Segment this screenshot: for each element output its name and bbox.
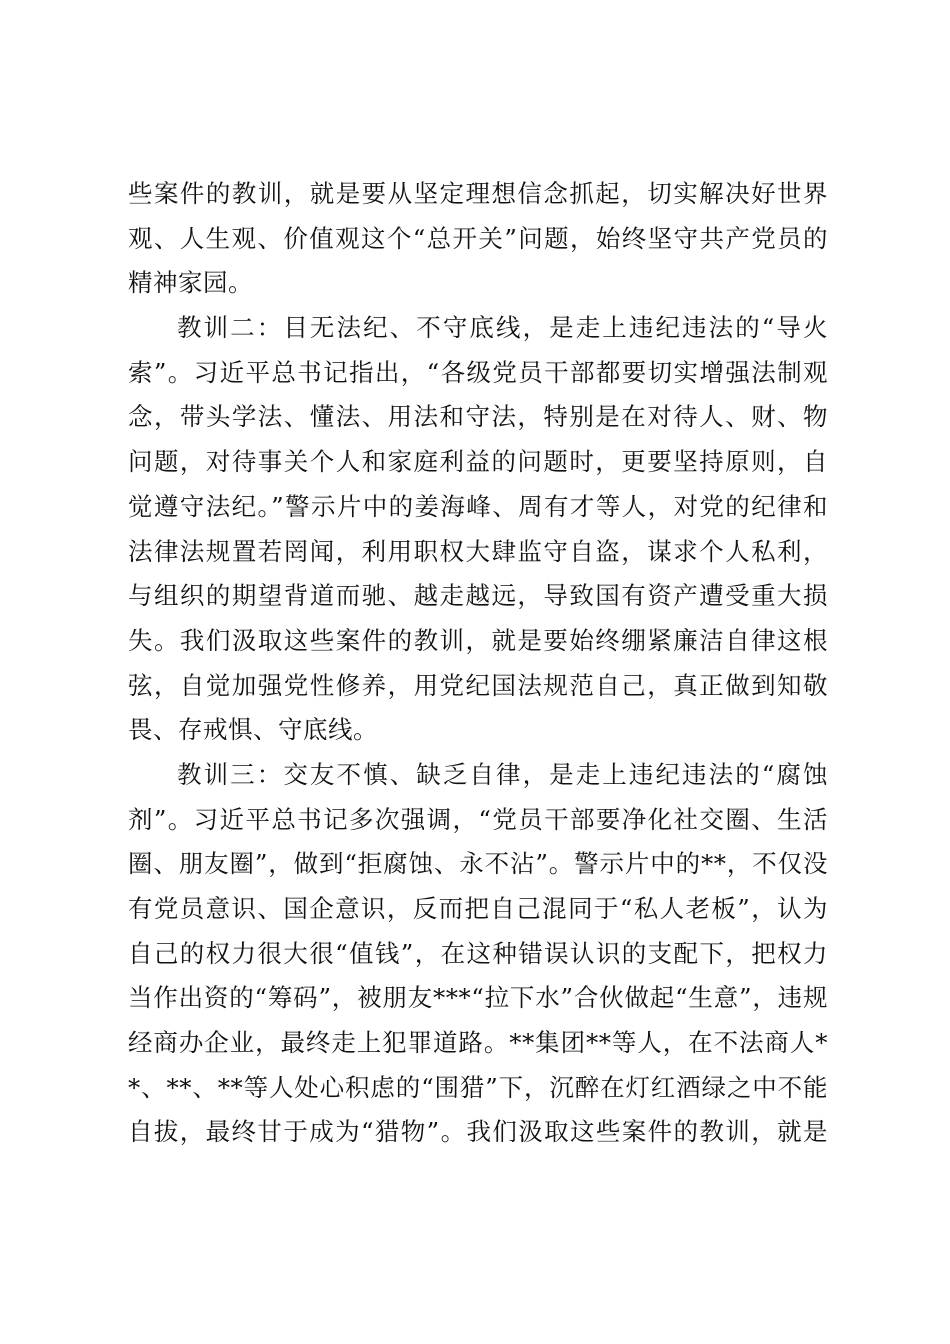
- text-line: *、**、**等人处心积虑的“围猎”下，沉醉在灯红酒绿之中不能: [128, 1072, 828, 1102]
- text-line: 教训三：交友不慎、缺乏自律，是走上违纪违法的“腐蚀: [177, 759, 828, 789]
- text-line: 教训二：目无法纪、不守底线，是走上违纪违法的“导火: [177, 313, 828, 343]
- text-line: 自拔，最终甘于成为“猎物”。我们汲取这些案件的教训，就是: [128, 1117, 828, 1147]
- paragraph-2: [128, 306, 828, 753]
- text-line: 当作出资的“筹码”，被朋友***“拉下水”合伙做起“生意”，违规: [128, 983, 828, 1013]
- text-line: 圈、朋友圈”，做到“拒腐蚀、永不沾”。警示片中的**，不仅没: [128, 849, 828, 879]
- text-line: 与组织的期望背道而驰、越走越远，导致国有资产遭受重大损: [128, 581, 828, 611]
- text-line: 有党员意识、国企意识，反而把自己混同于“私人老板”，认为: [128, 894, 828, 923]
- text-line: 问题，对待事关个人和家庭利益的问题时，更要坚持原则，自: [128, 447, 828, 477]
- text-line: 畏、存戒惧、守底线。: [128, 715, 378, 745]
- text-line: 觉遵守法纪。”警示片中的姜海峰、周有才等人，对党的纪律和: [128, 491, 828, 521]
- text-line: 失。我们汲取这些案件的教训，就是要始终绷紧廉洁自律这根: [128, 625, 828, 655]
- text-line: 经商办企业，最终走上犯罪道路。**集团**等人，在不法商人*: [128, 1028, 828, 1058]
- text-line: 弦，自觉加强党性修养，用党纪国法规范自己，真正做到知敬: [128, 670, 828, 700]
- text-line: 自己的权力很大很“值钱”，在这种错误认识的支配下，把权力: [128, 938, 828, 968]
- paragraph-1: [128, 172, 828, 306]
- paragraph-3: [128, 753, 828, 1155]
- text-line: 剂”。习近平总书记多次强调，“党员干部要净化社交圈、生活: [128, 804, 828, 834]
- document-body: [128, 172, 828, 1155]
- text-line: 法律法规置若罔闻，利用职权大肆监守自盗，谋求个人私利，: [128, 536, 828, 566]
- text-line: 些案件的教训，就是要从坚定理想信念抓起，切实解决好世界: [128, 179, 828, 208]
- text-line: 念，带头学法、懂法、用法和守法，特别是在对待人、财、物: [128, 402, 828, 432]
- text-line: 观、人生观、价值观这个“总开关”问题，始终坚守共产党员的: [128, 223, 828, 253]
- text-line: 索”。习近平总书记指出，“各级党员干部都要切实增强法制观: [128, 357, 828, 387]
- text-line: 精神家园。: [128, 268, 253, 298]
